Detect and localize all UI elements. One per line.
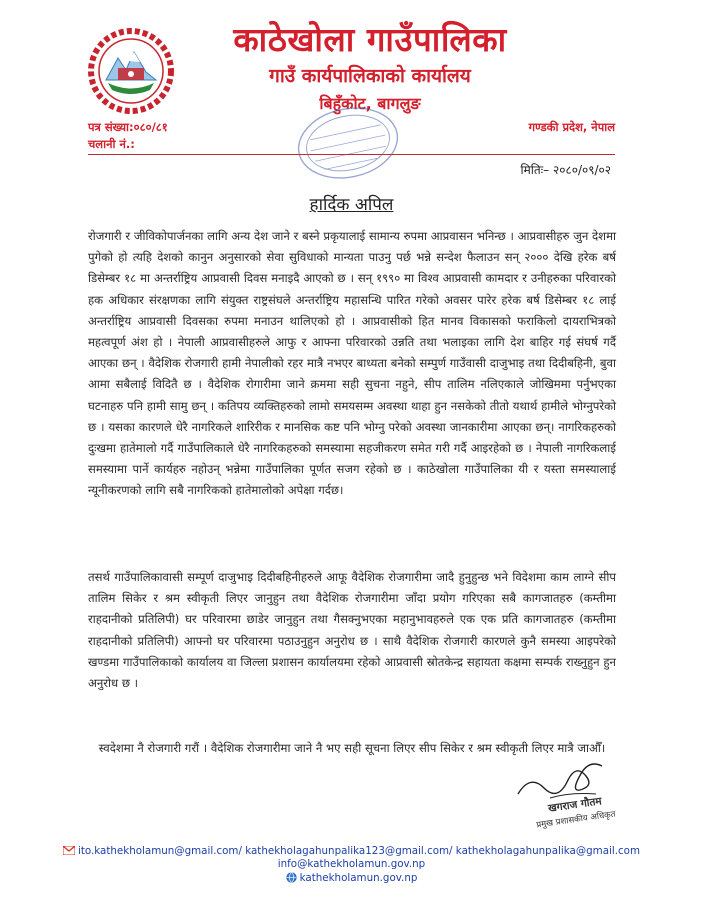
letter-date: मितिः– २०८०/०९/०२ — [520, 163, 611, 177]
footer-email-links[interactable]: ito.kathekholamun@gmail.com/ kathekholagahunpalika123@gmail.com/ kathekholagahunpalika@gmail.com — [77, 845, 640, 857]
office-rubber-stamp-icon — [292, 102, 404, 184]
gmail-icon — [63, 846, 75, 855]
letter-number: पत्र संख्या:०८०/८१ — [88, 120, 168, 134]
letter-title: हार्दिक अपिल — [309, 195, 394, 215]
body-paragraph-1: रोजगारी र जीविकोपार्जनका लागि अन्य देश जाने र बस्ने प्रकृयालाई सामान्य रुपमा आप्रवासन भनिन्छ । आप्रवासीहरु जुन देशमा पुगेको हो त्यहि देशको कानुन अनुसारको सेवा सुविधाको मान्यता पाउनु पर्छ भन्ने सन्देश फैलाउन सन् २००० देखि हरेक बर्ष डिसेम्बर १८ मा अन्तर्राष्ट्रिय आप्रवासी दिवस मनाइदै आएको छ । सन् १९९० मा विश्व आप्रवासी कामदार र उनीहरुका परिवारको हक अधिकार संरक्षणका लागि संयुक्त राष्ट्रसंघले अन्तर्राष्ट्रिय महासन्धि पारित गरेको अवसर पारेर हरेक बर्ष डिसेम्बर १८ लाई अन्तर्राष्ट्रिय आप्रवासी दिवसका रुपमा मनाउन थालिएको हो । आप्रवासीको हित मानव विकासको फराकिलो दायराभित्रको महत्वपूर्ण अंश हो । नेपाली आप्रवासीहरुले आफु र आफ्ना परिवारको उन्नति तथा भलाइका लागि देश बाहिर गई संघर्ष गर्दै आएका छन् । वैदेशिक रोजगारी हामी नेपालीको रहर मात्रै नभएर बाध्यता बनेको सम्पुर्ण गाउँवासी दाजुभाइ तथा दिदीबहिनी, बुवा आमा सबैलाई विदितै छ । वैदेशिक रोगारीमा जाने क्रममा सही सुचना नहुने, सीप तालिम नलिएकाले जोखिममा पर्नुभएका घटनाहरु पनि हामी सामु छन् । कतिपय व्यक्तिहरुको लामो समयसम्म अवस्था थाहा हुन नसकेको तीतो यथार्थ हामीले भोग्नुपरेको छ । यसका कारणले धेरै नागरिकले शारिरीक र मानसिक कष्ट पनि भोग्नु परेको अवस्था जानकारीमा आएका छन्। नागरिकहरुको दुःखमा हातेमालो गर्दै गाउँपालिकाले धेरै नागरिकहरुको समस्यामा सहजीकरण समेत गरी गर्दै आइरहेको छ । नेपाली नागरिकलाई समस्यामा पार्ने कार्यहरु नहोउन् भन्नेमा गाउँपालिका पूर्णत सजग रहेको छ । काठेखोला गाउँपालिका यी र यस्ता समस्यालाई न्यूनीकरणको लागि सबै नागरिकको हातेमालोको अपेक्षा गर्दछ। — [88, 229, 616, 498]
footer-emails — [0, 845, 703, 857]
body-paragraph-2: तसर्थ गाउँपालिकावासी सम्पूर्ण दाजुभाइ दिदीबहिनीहरुले आफू वैदेशिक रोजगारीमा जादै हुनुहुन्छ भने विदेशमा काम लाग्ने सीप तालिम सिकेर र श्रम स्वीकृती लिएर जानुहुन तथा वैदेशिक रोजगारीमा जाँदा प्रयोग गरिएका सबै कागजातहरु (कम्तीमा राहदानीको प्रतिलिपी) घर परिवारमा छाडेर जानुहुन तथा गैसक्नुभएका महानुभावहरुले एक एक प्रति कागजातहरु (कम्तीमा राहदानीको प्रतिलिपी) आफ्नो घर परिवारमा पठाउनुहुन अनुरोध छ । साथै वैदेशिक रोजगारी कारणले कुनै समस्या आइपरेको खण्डमा गाउँपालिकाको कार्यालय वा जिल्ला प्रशासन कार्यालयमा रहेको आप्रवासी स्रोतकेन्द्र सहायता कक्षमा सम्पर्क राख्नुहुन हुन अनुरोध छ । — [88, 570, 616, 691]
signatory-name: खगराज गौतम — [547, 795, 603, 815]
footer-info-email[interactable]: info@kathekholamun.gov.np — [277, 858, 426, 870]
footer-website — [0, 872, 703, 884]
closing-appeal: स्वदेशमा नै रोजगारी गरौं । वैदेशिक रोजगारीमा जाने नै भए सही सूचना लिएर सीप सिकेर र श्रम स्वीकृती लिएर मात्रै जाऔँ। — [98, 741, 606, 755]
footer-website-link[interactable]: kathekholamun.gov.np — [299, 872, 418, 884]
province-label: गण्डकी प्रदेश, नेपाल — [528, 120, 615, 134]
handwritten-signature-icon — [510, 754, 620, 804]
globe-icon — [286, 872, 297, 883]
office-name: गाउँ कार्यपालिकाको कार्यालय — [269, 65, 471, 87]
dispatch-number: चलानी नं.: — [88, 137, 135, 151]
header-divider — [88, 154, 615, 155]
municipality-name: काठेखोला गाउँपालिका — [233, 20, 507, 59]
office-address: बिहुँकोट, बागलुङ — [319, 94, 421, 113]
signatory-designation: प्रमुख प्रशासकीय अधिकृत — [535, 809, 617, 831]
